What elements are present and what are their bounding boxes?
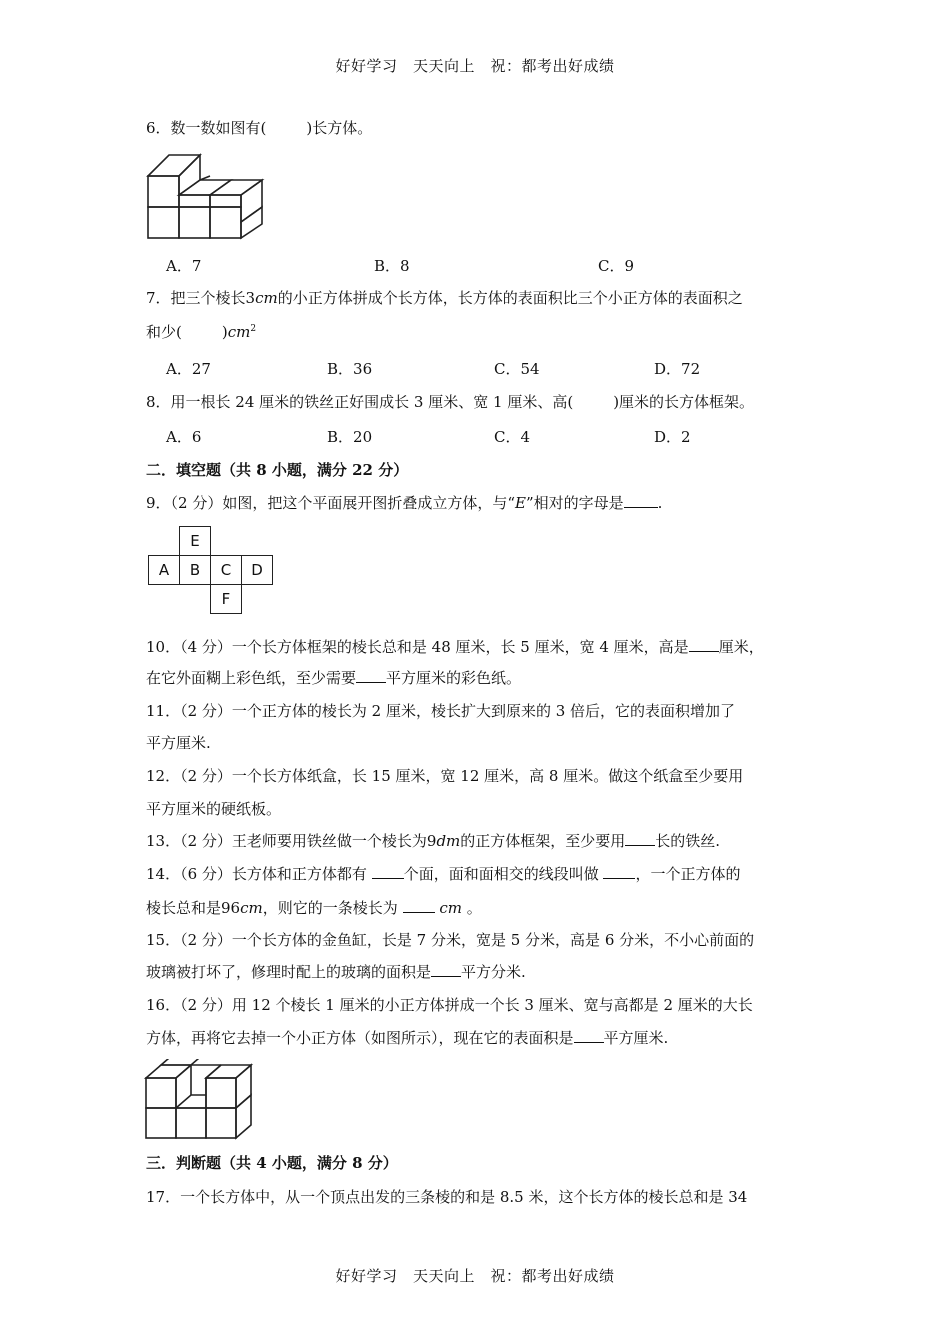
q14-blank-3[interactable] xyxy=(403,911,435,913)
net-empty xyxy=(149,585,180,614)
net-cell-top: E xyxy=(180,527,211,556)
q9-text-c: . xyxy=(657,494,663,512)
q16-text-a: 方体，再将它去掉一个小正方体（如图所示），现在它的表面积是 xyxy=(146,1029,574,1047)
page-header: 好好学习 天天向上 祝：都考出好成绩 xyxy=(335,57,615,75)
q14-text-c: ，一个正方体的 xyxy=(635,865,741,883)
question-15-line-2 xyxy=(146,961,526,982)
q6-option-b[interactable]: B．8 xyxy=(374,257,410,275)
net-cell-b: B xyxy=(180,556,211,585)
q13-unit: dm xyxy=(436,832,461,850)
q16-text-b: 平方厘米. xyxy=(603,1029,669,1047)
question-8 xyxy=(146,391,754,412)
q10-line2-b: 平方厘米的彩色纸。 xyxy=(386,669,522,687)
q6-text-b: )长方体。 xyxy=(306,119,373,137)
question-14-line-1 xyxy=(146,863,741,884)
q14-unit: cm xyxy=(240,899,263,917)
q15-text-b: 平方分米. xyxy=(461,963,526,981)
q6-option-a[interactable]: A．7 xyxy=(166,257,202,275)
question-6 xyxy=(146,117,372,138)
q8-option-b[interactable]: B．20 xyxy=(327,428,373,446)
q14-unit-2: cm xyxy=(439,899,462,917)
question-11-line-1: 11．（2 分）一个正方体的棱长为 2 厘米，棱长扩大到原来的 3 倍后，它的表面积增加了 xyxy=(146,702,736,720)
net-cell-bottom: F xyxy=(211,585,242,614)
question-10-line-2 xyxy=(146,667,521,688)
q7-unit: cm xyxy=(255,289,278,307)
q7-number: 3 xyxy=(245,289,256,307)
net-cell-d: D xyxy=(242,556,273,585)
q9-text-b: ”相对的字母是 xyxy=(525,494,624,512)
net-empty xyxy=(180,585,211,614)
question-7-line-1 xyxy=(146,287,743,308)
q14-text-a: 14．（6 分）长方体和正方体都有 xyxy=(146,865,367,883)
q15-text-a: 玻璃被打坏了，修理时配上的玻璃的面积是 xyxy=(146,963,432,981)
q13-number: 9 xyxy=(426,832,437,850)
question-9 xyxy=(146,492,662,513)
q14-blank-1[interactable] xyxy=(372,877,404,879)
question-7-line-2 xyxy=(146,321,256,342)
q14-number: 96 xyxy=(221,899,241,917)
q7-line2-unit: cm xyxy=(227,323,251,341)
question-12-line-1: 12．（2 分）一个长方体纸盒，长 15 厘米，宽 12 厘米，高 8 厘米。做这个纸盒至少要用 xyxy=(146,767,744,785)
q8-text-a: 8．用一根长 24 厘米的铁丝正好围成长 3 厘米、宽 1 厘米、高( xyxy=(146,393,574,411)
q10-text-b: 厘米， xyxy=(718,638,764,656)
net-empty xyxy=(211,527,242,556)
q6-text-a: 6．数一数如图有( xyxy=(146,119,267,137)
q8-text-b: )厘米的长方体框架。 xyxy=(613,393,755,411)
q9-answer-blank[interactable] xyxy=(624,506,658,508)
q6-option-c[interactable]: C．9 xyxy=(598,257,635,275)
page-footer: 好好学习 天天向上 祝：都考出好成绩 xyxy=(335,1267,615,1285)
q14-line2-a: 棱长总和是 xyxy=(146,899,222,917)
question-12-line-2: 平方厘米的硬纸板。 xyxy=(146,800,282,818)
q16-block-figure xyxy=(143,1059,269,1143)
q9-text-a: 9．（2 分）如图，把这个平面展开图折叠成立方体，与“ xyxy=(146,494,516,512)
question-15-line-1: 15．（2 分）一个长方体的金鱼缸，长是 7 分米，宽是 5 分米，高是 6 分米，不小心前面的 xyxy=(146,931,755,949)
q14-line2-c: 。 xyxy=(466,899,482,917)
q13-blank[interactable] xyxy=(625,844,655,846)
q9-letter-e: E xyxy=(515,494,526,512)
q9-cube-net xyxy=(148,526,273,614)
q13-text-a: 13．（2 分）王老师要用铁丝做一个棱长为 xyxy=(146,832,427,850)
q7-option-b[interactable]: B．36 xyxy=(327,360,373,378)
q13-text-b: 的正方体框架，至少要用 xyxy=(460,832,626,850)
net-cell-c: C xyxy=(211,556,242,585)
question-16-line-1: 16．（2 分）用 12 个棱长 1 厘米的小正方体拼成一个长 3 厘米、宽与高都是 2 厘米的大长 xyxy=(146,996,753,1014)
q14-text-b: 个面，面和面相交的线段叫做 xyxy=(403,865,599,883)
question-10-line-1 xyxy=(146,636,764,657)
q7-line2-b: ) xyxy=(221,323,228,341)
question-11-line-2: 平方厘米. xyxy=(146,734,211,752)
q8-option-a[interactable]: A．6 xyxy=(166,428,202,446)
q10-blank-2[interactable] xyxy=(356,681,386,683)
q6-cuboid-figure xyxy=(145,150,267,242)
net-empty xyxy=(149,527,180,556)
q7-option-c[interactable]: C．54 xyxy=(494,360,540,378)
question-14-line-2 xyxy=(146,897,482,918)
q8-option-c[interactable]: C．4 xyxy=(494,428,531,446)
q7-text-a: 7．把三个棱长 xyxy=(146,289,246,307)
net-empty xyxy=(242,527,273,556)
q14-blank-2[interactable] xyxy=(603,877,635,879)
q8-option-d[interactable]: D．2 xyxy=(654,428,691,446)
q13-text-c: 长的铁丝. xyxy=(655,832,721,850)
question-13 xyxy=(146,830,720,851)
q14-line2-b: ，则它的一条棱长为 xyxy=(262,899,398,917)
q7-superscript: 2 xyxy=(250,324,257,334)
net-cell-a: A xyxy=(149,556,180,585)
q7-option-d[interactable]: D．72 xyxy=(654,360,701,378)
section-3-heading: 三．判断题（共 4 小题，满分 8 分） xyxy=(146,1154,398,1172)
q10-line2-a: 在它外面糊上彩色纸，至少需要 xyxy=(146,669,357,687)
section-2-heading: 二．填空题（共 8 小题，满分 22 分） xyxy=(146,461,409,479)
q7-line2-a: 和少( xyxy=(146,323,182,341)
q16-blank[interactable] xyxy=(574,1041,604,1043)
q7-option-a[interactable]: A．27 xyxy=(166,360,211,378)
q10-text-a: 10．（4 分）一个长方体框架的棱长总和是 48 厘米，长 5 厘米，宽 4 厘米，高是 xyxy=(146,638,689,656)
question-16-line-2 xyxy=(146,1027,668,1048)
net-empty xyxy=(242,585,273,614)
question-17-line-1: 17．一个长方体中，从一个顶点出发的三条棱的和是 8.5 米，这个长方体的棱长总和是 34 xyxy=(146,1188,748,1206)
q10-blank-1[interactable] xyxy=(689,650,719,652)
q15-blank[interactable] xyxy=(431,975,461,977)
q7-text-b: 的小正方体拼成个长方体，长方体的表面积比三个小正方体的表面积之 xyxy=(277,289,743,307)
